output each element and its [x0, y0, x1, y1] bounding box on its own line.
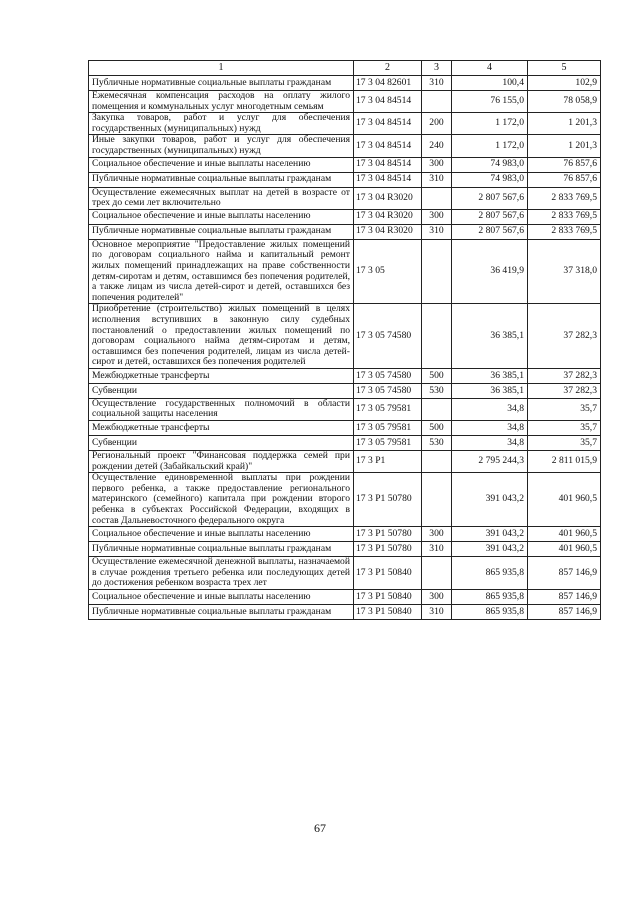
row-value-col4: 2 807 567,6: [452, 187, 528, 209]
row-expense-type: 530: [422, 436, 452, 451]
row-expense-type: 310: [422, 542, 452, 557]
row-code: 17 3 05 79581: [354, 421, 422, 436]
table-row: [89, 187, 601, 209]
row-name: Осуществление единовременной выплаты при рождении первого ребенка, а также предоставление регионального материнского (семейного) капитала при рождении второго ребенка в субъектах Российской Федерации, входящих в состав Дальневосточного федерального округа: [89, 473, 354, 527]
row-name: Социальное обеспечение и иные выплаты населению: [89, 209, 354, 224]
row-value-col5: 401 960,5: [528, 473, 601, 527]
row-expense-type: [422, 304, 452, 369]
row-value-col4: 865 935,8: [452, 557, 528, 590]
row-code: 17 3 05: [354, 239, 422, 304]
row-code: 17 3 05 79581: [354, 436, 422, 451]
table-row: [89, 157, 601, 172]
row-value-col5: 37 282,3: [528, 368, 601, 383]
table-row: [89, 304, 601, 369]
row-expense-type: 200: [422, 113, 452, 135]
table-row: [89, 527, 601, 542]
row-value-col4: 74 983,0: [452, 157, 528, 172]
row-name: Социальное обеспечение и иные выплаты населению: [89, 527, 354, 542]
row-value-col5: 2 833 769,5: [528, 224, 601, 239]
row-expense-type: [422, 239, 452, 304]
page-number: 67: [314, 821, 326, 835]
row-value-col4: 36 385,1: [452, 304, 528, 369]
row-name: Публичные нормативные социальные выплаты гражданам: [89, 605, 354, 620]
row-name: Ежемесячная компенсация расходов на оплату жилого помещения и коммунальных услуг многодетным семьям: [89, 91, 354, 113]
row-name: Публичные нормативные социальные выплаты гражданам: [89, 76, 354, 91]
row-value-col4: 1 172,0: [452, 135, 528, 157]
table-row: [89, 473, 601, 527]
row-expense-type: 310: [422, 172, 452, 187]
row-value-col4: 2 807 567,6: [452, 224, 528, 239]
row-expense-type: [422, 398, 452, 420]
table-row: [89, 605, 601, 620]
row-value-col5: 35,7: [528, 421, 601, 436]
table-row: [89, 172, 601, 187]
row-expense-type: 300: [422, 590, 452, 605]
row-name: Публичные нормативные социальные выплаты гражданам: [89, 224, 354, 239]
table-row: [89, 383, 601, 398]
row-value-col5: 2 833 769,5: [528, 187, 601, 209]
row-expense-type: [422, 557, 452, 590]
row-code: 17 3 04 84514: [354, 135, 422, 157]
row-code: 17 3 04 84514: [354, 172, 422, 187]
row-value-col5: 1 201,3: [528, 113, 601, 135]
row-expense-type: 500: [422, 421, 452, 436]
row-name: Публичные нормативные социальные выплаты гражданам: [89, 542, 354, 557]
row-expense-type: [422, 473, 452, 527]
row-code: 17 3 04 R3020: [354, 209, 422, 224]
table-row: [89, 209, 601, 224]
row-code: 17 3 05 79581: [354, 398, 422, 420]
table-row: [89, 113, 601, 135]
row-name: Субвенции: [89, 383, 354, 398]
table-header-row: [89, 61, 601, 76]
row-value-col5: 37 282,3: [528, 304, 601, 369]
row-name: Социальное обеспечение и иные выплаты населению: [89, 590, 354, 605]
row-code: 17 3 04 82601: [354, 76, 422, 91]
table-row: [89, 76, 601, 91]
row-value-col4: 865 935,8: [452, 590, 528, 605]
row-name: Публичные нормативные социальные выплаты гражданам: [89, 172, 354, 187]
row-value-col5: 35,7: [528, 398, 601, 420]
row-name: Иные закупки товаров, работ и услуг для обеспечения государственных (муниципальных) нужд: [89, 135, 354, 157]
table-row: [89, 451, 601, 473]
row-code: 17 3 04 84514: [354, 91, 422, 113]
row-value-col5: 76 857,6: [528, 157, 601, 172]
col-header-2: 2: [354, 61, 422, 76]
col-header-3: 3: [422, 61, 452, 76]
row-value-col4: 2 795 244,3: [452, 451, 528, 473]
row-value-col5: 37 318,0: [528, 239, 601, 304]
row-expense-type: 240: [422, 135, 452, 157]
row-code: 17 3 05 74580: [354, 383, 422, 398]
table-row: [89, 398, 601, 420]
row-value-col5: 78 058,9: [528, 91, 601, 113]
table-row: [89, 557, 601, 590]
row-name: Основное мероприятие "Предоставление жилых помещений по договорам социального найма и капитальный ремонт жилых помещений принадлежащих на праве собственности детям-сиротам и детям, оставшимся без попечения родителей, а также лицам из числа детей-сирот и детей, оставшихся без попечения родителей": [89, 239, 354, 304]
row-value-col5: 37 282,3: [528, 383, 601, 398]
row-code: 17 3 P1 50840: [354, 590, 422, 605]
row-code: 17 3 04 R3020: [354, 224, 422, 239]
col-header-5: 5: [528, 61, 601, 76]
table-row: [89, 436, 601, 451]
row-value-col5: 35,7: [528, 436, 601, 451]
row-value-col4: 391 043,2: [452, 473, 528, 527]
row-expense-type: [422, 91, 452, 113]
row-code: 17 3 P1 50780: [354, 542, 422, 557]
budget-table-container: [88, 60, 600, 620]
row-value-col5: 857 146,9: [528, 557, 601, 590]
row-value-col4: 391 043,2: [452, 527, 528, 542]
row-value-col5: 401 960,5: [528, 527, 601, 542]
row-code: 17 3 P1 50780: [354, 473, 422, 527]
table-row: [89, 239, 601, 304]
row-expense-type: [422, 451, 452, 473]
row-value-col4: 34,8: [452, 436, 528, 451]
row-value-col4: 74 983,0: [452, 172, 528, 187]
row-value-col4: 34,8: [452, 398, 528, 420]
table-row: [89, 368, 601, 383]
row-name: Закупка товаров, работ и услуг для обеспечения государственных (муниципальных) нужд: [89, 113, 354, 135]
row-value-col4: 1 172,0: [452, 113, 528, 135]
table-row: [89, 135, 601, 157]
row-code: 17 3 04 84514: [354, 113, 422, 135]
row-code: 17 3 P1: [354, 451, 422, 473]
budget-table: [88, 60, 601, 620]
row-code: 17 3 04 84514: [354, 157, 422, 172]
row-value-col4: 2 807 567,6: [452, 209, 528, 224]
row-name: Приобретение (строительство) жилых помещений в целях исполнения вступивших в законную силу судебных постановлений о предоставлении жилых помещений по договорам социального найма детям-сиротам и детям, оставшимся без попечения родителей, лицам из числа детей-сирот и детей, оставшихся без попечения родителей: [89, 304, 354, 369]
row-expense-type: 300: [422, 157, 452, 172]
col-header-4: 4: [452, 61, 528, 76]
row-value-col4: 36 385,1: [452, 368, 528, 383]
row-code: 17 3 P1 50840: [354, 605, 422, 620]
row-value-col4: 391 043,2: [452, 542, 528, 557]
row-value-col4: 100,4: [452, 76, 528, 91]
row-value-col4: 34,8: [452, 421, 528, 436]
row-value-col5: 857 146,9: [528, 590, 601, 605]
row-value-col4: 865 935,8: [452, 605, 528, 620]
col-header-1: 1: [89, 61, 354, 76]
row-value-col4: 76 155,0: [452, 91, 528, 113]
row-name: Социальное обеспечение и иные выплаты населению: [89, 157, 354, 172]
row-name: Субвенции: [89, 436, 354, 451]
row-code: 17 3 05 74580: [354, 304, 422, 369]
table-row: [89, 421, 601, 436]
row-code: 17 3 04 R3020: [354, 187, 422, 209]
row-code: 17 3 P1 50780: [354, 527, 422, 542]
table-row: [89, 542, 601, 557]
row-name: Осуществление ежемесячных выплат на детей в возрасте от трех до семи лет включительно: [89, 187, 354, 209]
row-value-col5: 857 146,9: [528, 605, 601, 620]
table-body: [89, 76, 601, 620]
row-expense-type: 530: [422, 383, 452, 398]
row-expense-type: 310: [422, 76, 452, 91]
row-expense-type: 310: [422, 605, 452, 620]
table-row: [89, 91, 601, 113]
row-code: 17 3 05 74580: [354, 368, 422, 383]
row-name: Межбюджетные трансферты: [89, 368, 354, 383]
row-code: 17 3 P1 50840: [354, 557, 422, 590]
row-value-col4: 36 419,9: [452, 239, 528, 304]
row-name: Осуществление государственных полномочий в области социальной защиты населения: [89, 398, 354, 420]
row-expense-type: [422, 187, 452, 209]
row-name: Межбюджетные трансферты: [89, 421, 354, 436]
row-value-col5: 76 857,6: [528, 172, 601, 187]
row-value-col5: 2 833 769,5: [528, 209, 601, 224]
row-value-col5: 2 811 015,9: [528, 451, 601, 473]
row-value-col5: 1 201,3: [528, 135, 601, 157]
row-expense-type: 310: [422, 224, 452, 239]
row-expense-type: 300: [422, 209, 452, 224]
table-row: [89, 590, 601, 605]
row-expense-type: 300: [422, 527, 452, 542]
table-row: [89, 224, 601, 239]
row-value-col5: 401 960,5: [528, 542, 601, 557]
row-value-col5: 102,9: [528, 76, 601, 91]
row-expense-type: 500: [422, 368, 452, 383]
row-name: Региональный проект "Финансовая поддержка семей при рождении детей (Забайкальский край)": [89, 451, 354, 473]
row-value-col4: 36 385,1: [452, 383, 528, 398]
row-name: Осуществление ежемесячной денежной выплаты, назначаемой в случае рождения третьего ребенка или последующих детей до достижения ребенком возраста трех лет: [89, 557, 354, 590]
